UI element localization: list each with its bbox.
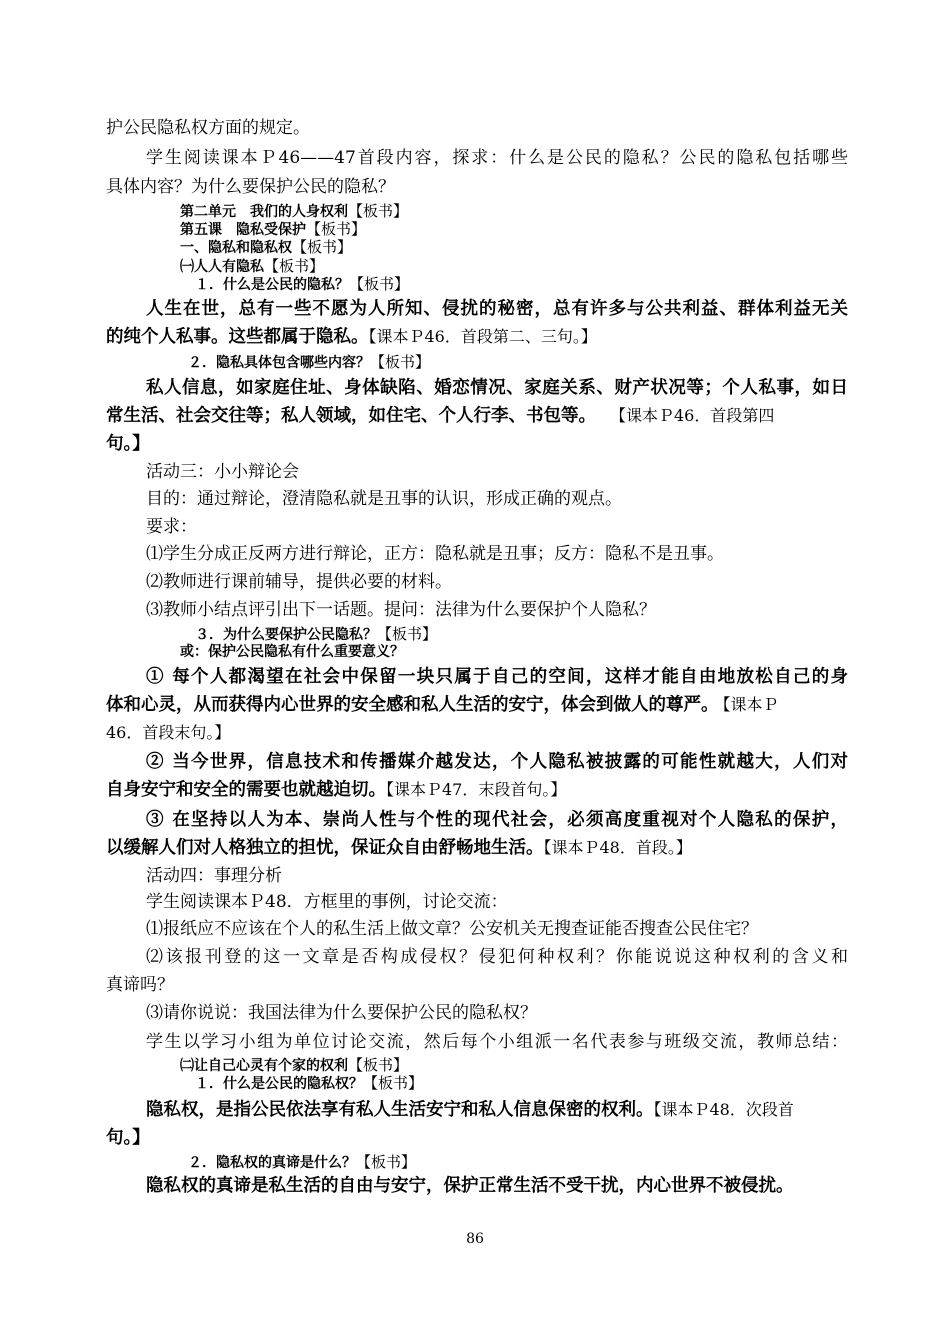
answer-line: 46．首段末句。】 [106,723,231,742]
answer-line: ③ 在坚持以人为本、崇尚人性与个性的现代社会，必须高度重视对个人隐私的保护， [146,810,848,830]
heading-section: 一、隐私和隐私权【板书】 [180,238,353,256]
paragraph-line: 具体内容？为什么要保护公民的隐私？ [106,177,395,197]
heading-question: ３．为什么要保护公民隐私？【板书】 [195,625,438,643]
list-item: ⑶教师小结点评引出下一话题。提问：法律为什么要保护个人隐私？ [146,600,656,620]
answer-line: 体和心灵，从而获得内心世界的安全感和私人生活的安宁，体会到做人的尊严。 【课本Ｐ [106,695,779,715]
heading-question: ２．隐私权的真谛是什么？【板书】 [188,1153,417,1171]
answer-line: 句。】 [106,434,150,454]
paragraph-line: 目的：通过辩论，澄清隐私就是丑事的认识，形成正确的观点。 [146,489,622,509]
list-item: ⑴学生分成正反两方进行辩论，正方：隐私就是丑事；反方：隐私不是丑事。 [146,544,724,564]
paragraph-line: 护公民隐私权方面的规定。 [106,118,310,138]
heading-question: ２．隐私具体包含哪些内容？【板书】 [188,353,431,371]
answer-line: 以缓解人们对人格独立的担忧，保证众自由舒畅地生活。【课本Ｐ48．首段。】 [106,838,692,858]
answer-line: 隐私权，是指公民依法享有私人生活安宁和私人信息保密的权利。【课本Ｐ48．次段首 [146,1100,794,1120]
answer-line: 句。】 [106,1128,150,1148]
heading-subsection: ㈠人人有隐私【板书】 [180,257,325,275]
answer-line: 人生在世，总有一些不愿为人所知、侵扰的秘密，总有许多与公共利益、群体利益无关 [146,299,848,319]
answer-line: 隐私权的真谛是私生活的自由与安宁，保护正常生活不受干扰，内心世界不被侵扰。 [146,1176,794,1196]
list-item: ⑶请你说说：我国法律为什么要保护公民的隐私权？ [146,1003,537,1023]
heading-lesson: 第五课 隐私受保护【板书】 [180,220,367,238]
answer-line: 常生活、社会交往等；私人领域，如住宅、个人行李、书包等。 【课本Ｐ46．首段第四 [106,406,775,426]
paragraph-line: 要求： [146,517,197,537]
list-item: ⑴报纸应不应该在个人的私生活上做文章？公安机关无搜查证能否搜查公民住宅？ [146,919,758,939]
answer-line: ② 当今世界，信息技术和传播媒介越发达，个人隐私被披露的可能性就越大，人们对 [146,752,848,772]
heading-subsection: ㈡让自己心灵有个家的权利【板书】 [180,1056,409,1074]
paragraph-line: 学生以学习小组为单位讨论交流，然后每个小组派一名代表参与班级交流，教师总结： [146,1032,848,1052]
list-item: ⑵教师进行课前辅导，提供必要的材料。 [146,572,452,592]
paragraph-line: 学生阅读课本Ｐ48．方框里的事例，讨论交流： [146,892,508,912]
heading-question-alt: 或：保护公民隐私有什么重要意义？ [180,644,404,660]
list-item: 真谛吗？ [106,975,174,995]
list-item: ⑵该报刊登的这一文章是否构成侵权？侵犯何种权利？你能说说这种权利的含义和 [146,947,848,967]
answer-line: 私人信息，如家庭住址、身体缺陷、婚恋情况、家庭关系、财产状况等；个人私事，如日 [146,378,848,398]
answer-line: 的纯个人私事。这些都属于隐私。【课本Ｐ46．首段第二、三句。】 [106,327,597,347]
answer-line: 自身安宁和安全的需要也就越迫切。【课本Ｐ47．末段首句。】 [106,780,567,800]
answer-line: ① 每个人都渴望在社会中保留一块只属于自己的空间，这样才能自由地放松自己的身 [146,667,848,687]
page-number: 86 [466,1231,484,1247]
heading-question: １．什么是公民的隐私权？【板书】 [195,1074,424,1092]
heading-unit: 第二单元 我们的人身权利【板书】 [180,202,409,220]
paragraph-line: 学生阅读课本Ｐ46——47首段内容，探求：什么是公民的隐私？公民的隐私包括哪些 [146,148,848,168]
heading-question: １．什么是公民的隐私？【板书】 [195,275,410,293]
activity-title: 活动四：事理分析 [146,866,282,886]
activity-title: 活动三：小小辩论会 [146,462,299,482]
